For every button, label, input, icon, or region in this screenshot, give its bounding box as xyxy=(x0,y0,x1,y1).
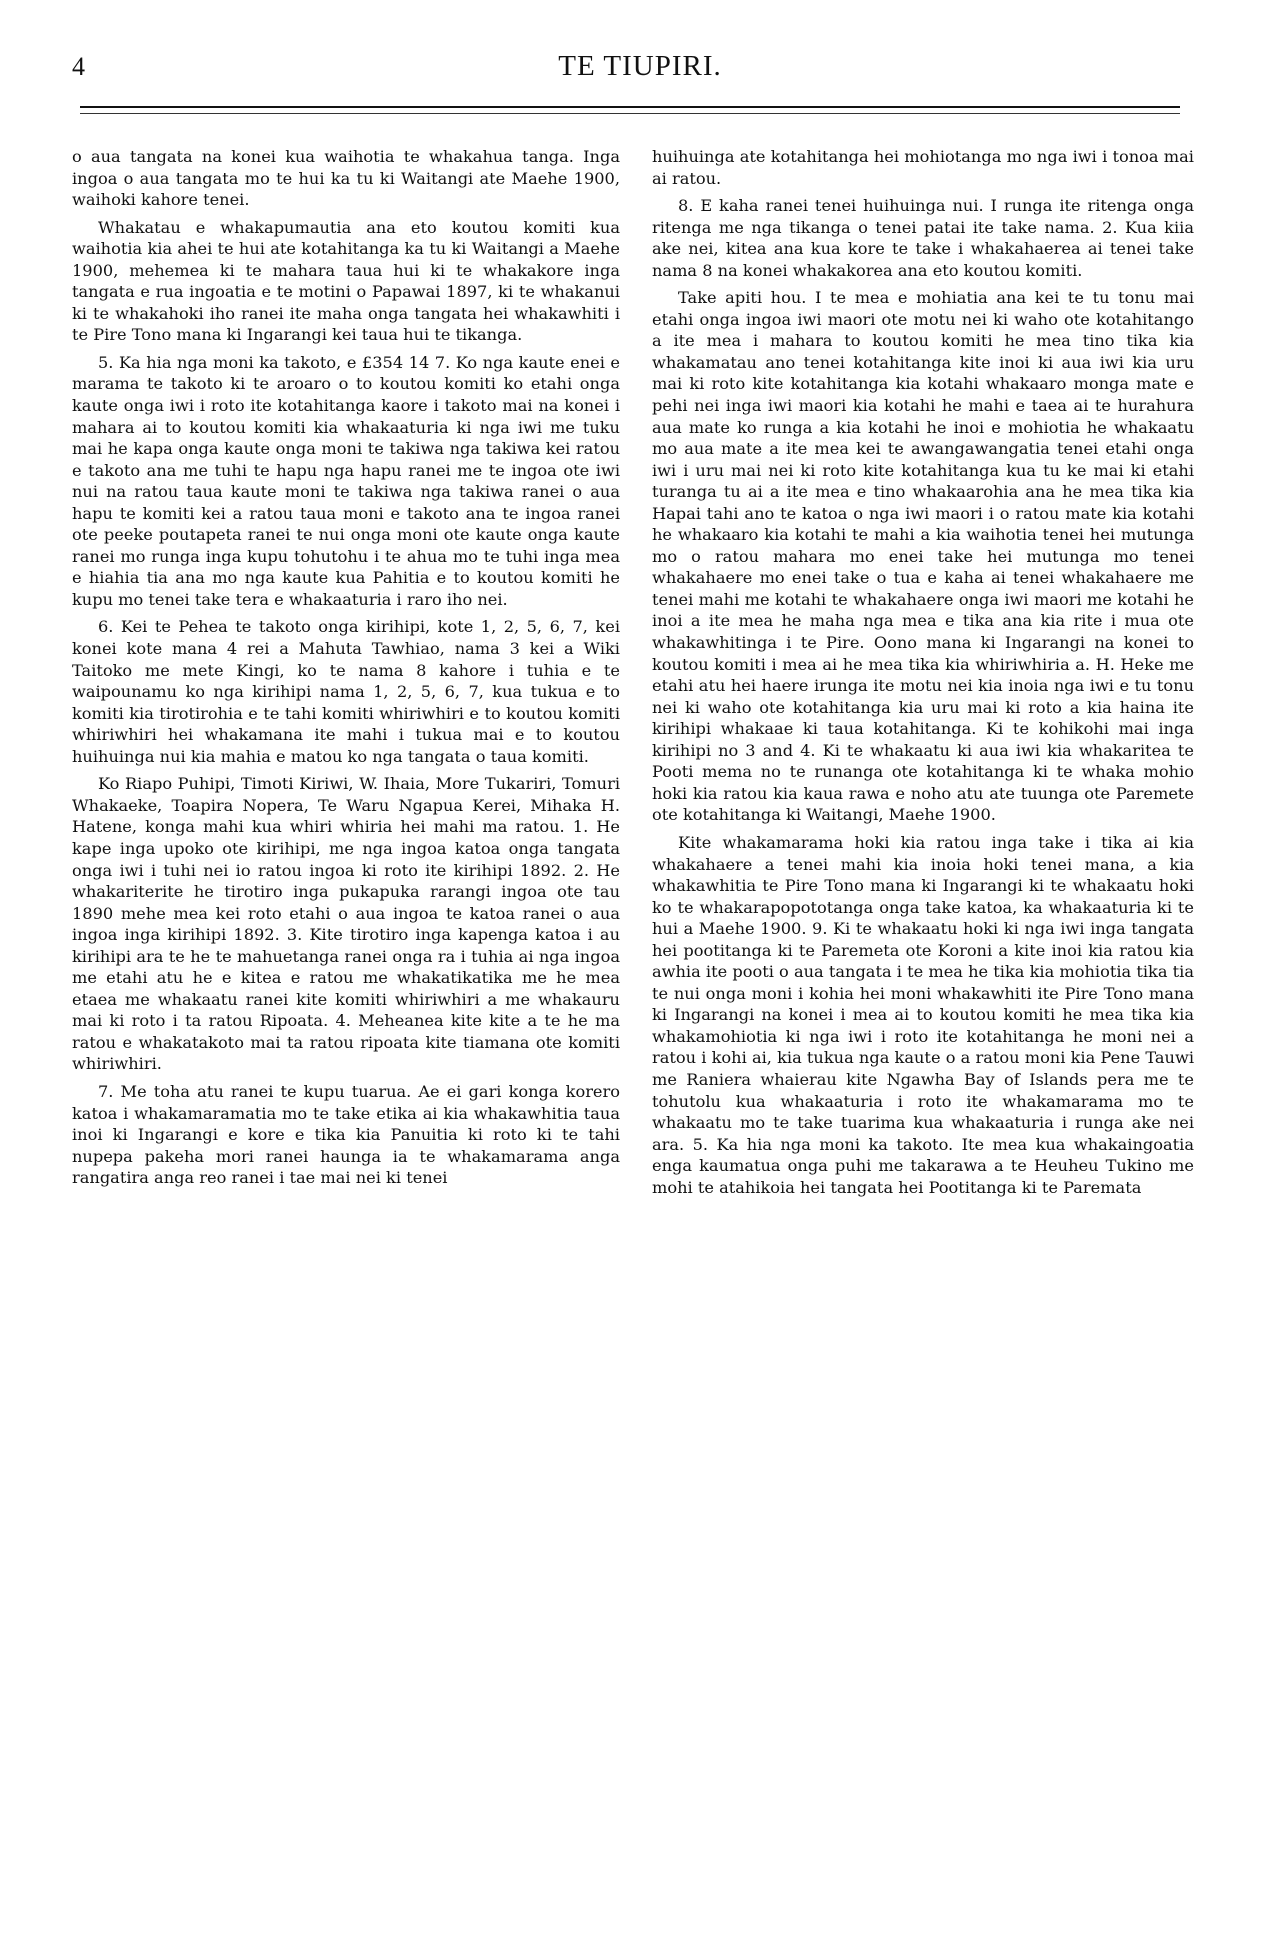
paragraph: 7. Me toha atu ranei te kupu tuarua. Ae ei gari konga korero katoa i whakamaramatia mo te take etika ai kia whakawhitia taua inoi ki Ingarangi e kore e tika kia Panuitia ki roto ki te tahi nupepa pakeha mori ranei haunga ia te whakamarama anga rangatira anga reo ranei i tae mai nei ki tenei xyxy=(72,1081,620,1188)
masthead-title: TE TIUPIRI. xyxy=(558,50,722,82)
paragraph: o aua tangata na konei kua waihotia te whakahua tanga. Inga ingoa o aua tangata mo te hui ka tu ki Waitangi ate Maehe 1900, waihoki kahore tenei. xyxy=(72,147,620,210)
header-double-rule xyxy=(80,106,1180,114)
page-number: 4 xyxy=(72,52,85,81)
paragraph: Whakatau e whakapumautia ana eto koutou komiti kua waihotia kia ahei te hui ate kotahitanga ka tu ki Waitangi a Maehe 1900, mehemea ki te mahara taua hui ki te whakakore inga tangata e rua ingoatia e te motini o Papawai 1897, ki te whakanui ki te whakahoki iho ranei ite maha onga tangata hei whakawhiti i te Pire Tono mana ki Ingarangi kei taua hui te tikanga. xyxy=(72,217,620,345)
paragraph: Ko Riapo Puhipi, Timoti Kiriwi, W. Ihaia, More Tukariri, Tomuri Whakaeke, Toapira Nopera, Te Waru Ngapua Kerei, Mihaka H. Hatene, konga mahi kua whiri whiria hei mahi ma ratou. 1. He kape inga upoko ote kirihipi, me nga ingoa katoa onga tangata onga iwi i tuhi nei io ratou ingoa ki roto ite kirihipi 1892. 2. He whakariterite he tirotiro inga pukapuka rarangi ingoa ote tau 1890 mehe mea kei roto etahi o aua ingoa te katoa ranei o aua ingoa inga kirihipi 1892. 3. Kite tirotiro inga kapenga katoa i au kirihipi ara te he te mahuetanga ranei onga ra i tuhia ai nga ingoa me etahi atu he e kitea e ratou me whakatikatika me he mea etaea me whakaatu ranei kite komiti whiriwhiri a me whakauru mai ki roto i ta ratou Ripoata. 4. Meheanea kite kite a te he ma ratou e whakatakoto mai ta ratou ripoata kite tiamana ote komiti whiriwhiri. xyxy=(72,774,620,1074)
paragraph: Take apiti hou. I te mea e mohiatia ana kei te tu tonu mai etahi onga ingoa iwi maori ote motu nei ki waho ote kotahitango a ite mea i mahara to koutou komiti he mea tino tika kia whakamatau ano tenei kotahitanga kite inoi ki aua iwi kia uru mai ki roto kite kotahitanga kia kotahi whakaaro monga mate e pehi nei inga iwi maori kia kotahi he mahi e taea ai te hurahura aua mate ko runga a kia kotahi he inoi e mohiotia he whakaatu mo aua mate a ite mea kei te awangawangatia tenei etahi onga iwi i uru mai nei ki roto kite kotahitanga kua tu ke mai ki etahi turanga tu ai a ite mea e tino whakaarohia ana he mea tika kia Hapai tahi ano te katoa o nga iwi maori i o ratou mate kia kotahi he whakaaro kia kotahi te mahi a kia waihotia tenei hei mutunga mo o ratou mahara mo enei take hei mutunga mo tenei whakahaere mo enei take o tua e kaha ai tenei whakahaere me tenei mahi me kotahi te whakahaere onga iwi maori me kotahi he inoi a ite mea he maha nga mea e tika ana kia rite i mua ote whakawhitinga i te Pire. Oono mana ki Ingarangi na konei to koutou komiti i mea ai he mea tika kia whiriwhiria a. H. Heke me etahi atu hei haere irunga ite motu nei kia inoia nga iwi e tu tonu nei ki waho ote kotahitanga kia uru mai ki roto a kia haina ite kirihipi whakaae ki taua kotahitanga. Ki te kohikohi mai inga kirihipi no 3 and 4. Ki te whakaatu ki aua iwi kia whakaritea te Pooti mema no te runanga ote kotahitanga ki te whaka mohio hoki kia ratou kia kaua rawa e noho atu ate tuunga ote Paremete ote kotahitanga ki Waitangi, Maehe 1900. xyxy=(652,288,1194,825)
paragraph: 6. Kei te Pehea te takoto onga kirihipi, kote 1, 2, 5, 6, 7, kei konei kote mana 4 rei a Mahuta Tawhiao, nama 3 kei a Wiki Taitoko me mete Kingi, ko te nama 8 kahore i tuhia e te waipounamu ko nga kirihipi nama 1, 2, 5, 6, 7, kua tukua e to komiti kia tirotirohia e te tahi komiti whiriwhiri e to koutou komiti whiriwhiri hei whakamana ite mahi i tukua mai e to koutou huihuinga nui kia mahia e matou ko nga tangata o taua komiti. xyxy=(72,617,620,766)
paragraph: 8. E kaha ranei tenei huihuinga nui. I runga ite ritenga onga ritenga me nga tikanga o tenei patai ite take nama. 2. Kua kiia ake nei, kitea ana kua kore te take i whakahaerea ai tenei take nama 8 na konei whakakorea ana eto koutou komiti. xyxy=(652,196,1194,280)
paragraph: Kite whakamarama hoki kia ratou inga take i tika ai kia whakahaere a tenei mahi kia inoia hoki tenei mana, a kia whakawhitia te Pire Tono mana ki Ingarangi ki te whakaatu hoki ko te whakarapopototanga onga take katoa, ka whakaaturia ki te hui a Maehe 1900. 9. Ki te whakaatu hoki ki nga iwi inga tangata hei pootitanga ki te Paremeta ote Koroni a kite inoi kia ratou kia awhia ite pooti o aua tangata i te mea he tika kia mohiotia tika tia te nui onga moni i kohia hei moni whakawhiti ite Pire Tono mana ki Ingarangi na konei i mea ai to koutou komiti he mea tika kia whakamohiotia ki nga iwi i roto ite kotahitanga he moni nei a ratou i kohi ai, kia tukua nga kaute o a ratou moni kia Pene Tauwi me Raniera whaierau kite Ngawha Bay of Islands pera me te tohutolu kua whakaaturia i roto ite whakamarama mo te whakaatu mo te take tuarima kua whakaaturia i runga ake nei ara. 5. Ka hia nga moni ka takoto. Ite mea kua whakaingoatia enga kaumatua onga puhi me takarawa a te Heuheu Tukino me mohi te atahikoia hei tangata hei Pootitanga ki te Paremata xyxy=(652,832,1194,1197)
paragraph: huihuinga ate kotahitanga hei mohiotanga mo nga iwi i tonoa mai ai ratou. xyxy=(652,147,1194,188)
right-column xyxy=(652,146,1194,1204)
left-column xyxy=(72,146,620,1195)
paragraph: 5. Ka hia nga moni ka takoto, e £354 14 7. Ko nga kaute enei e marama te takoto ki te aroaro o to koutou komiti ko etahi onga kaute onga iwi i roto ite kotahitanga kaore i takoto mai na konei i mahara ai to koutou komiti kia whakaaturia ki nga iwi me tuku mai he kapa onga kaute onga moni te takiwa nga takiwa kei ratou e takoto ana me tuhi te hapu nga hapu ranei me te ingoa ote iwi nui na ratou taua kaute moni te takiwa nga takiwa ranei o aua hapu te komiti kei a ratou taua moni e takoto ana te ingoa ranei ote peeke poutapeta ranei te nui onga moni ote kaute onga kaute ranei mo runga inga kupu tohutohu i te ahua mo te tuhi inga mea e hiahia tia ana mo nga kaute kua Pahitia e to koutou komiti he kupu mo tenei take tera e whakaaturia i raro iho nei. xyxy=(72,352,620,609)
